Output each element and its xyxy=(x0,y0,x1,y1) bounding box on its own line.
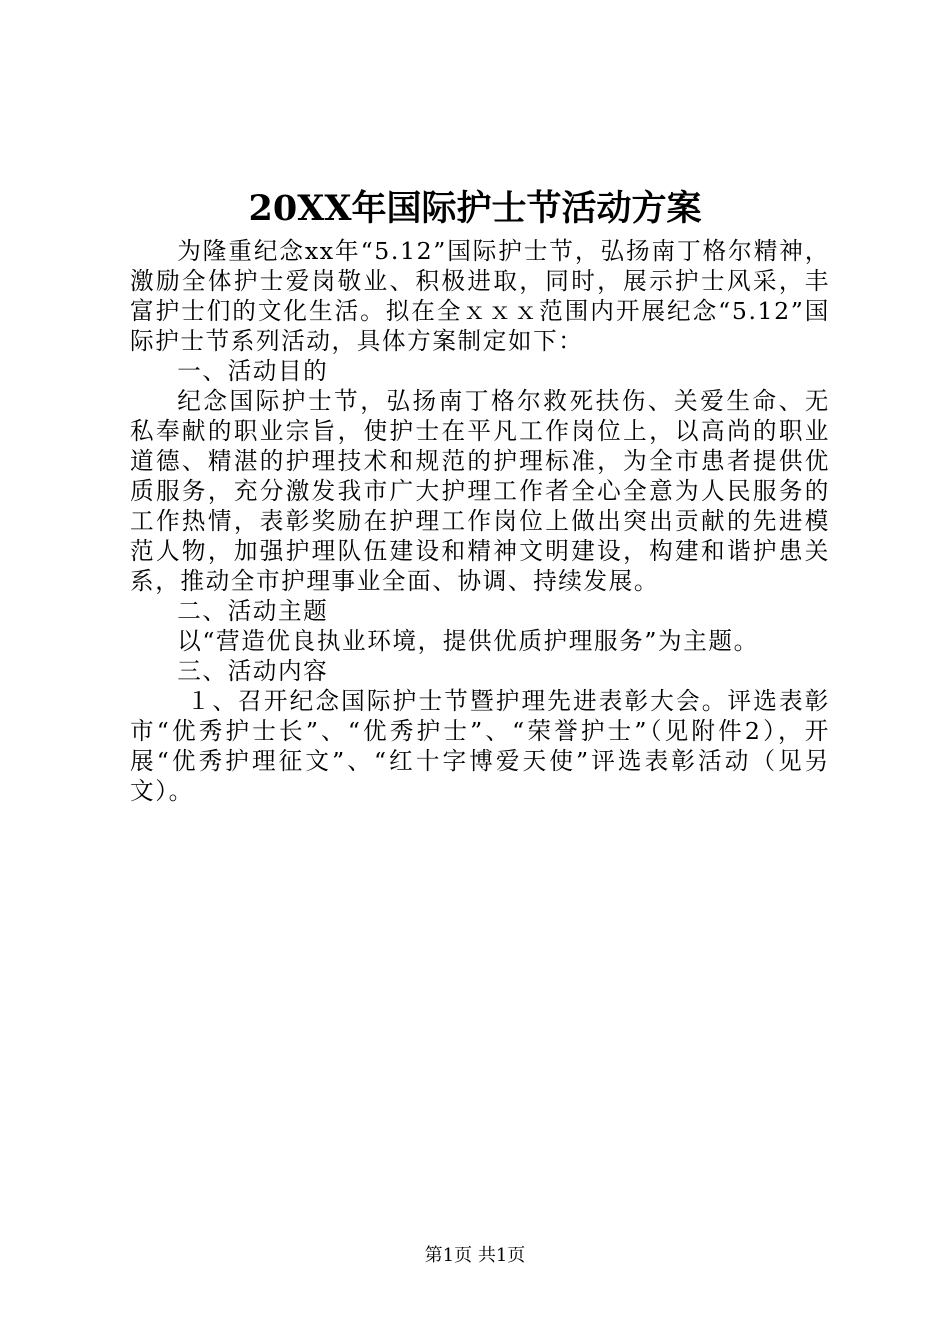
content-paragraph: １、召开纪念国际护士节暨护理先进表彰大会。评选表彰市“优秀护士长”、“优秀护士”、“荣誉护士”（见附件2），开展“优秀护理征文”、“红十字博爱天使”评选表彰活动（见另文）。 xyxy=(130,687,830,805)
purpose-paragraph: 纪念国际护士节，弘扬南丁格尔救死扶伤、关爱生命、无私奉献的职业宗旨，使护士在平凡工作岗位上，以高尚的职业道德、精湛的护理技术和规范的护理标准，为全市患者提供优质服务，充分激发我市广大护理工作者全心全意为人民服务的工作热情，表彰奖励在护理工作岗位上做出突出贡献的先进模范人物，加强护理队伍建设和精神文明建设，构建和谐护患关系，推动全市护理事业全面、协调、持续发展。 xyxy=(130,387,830,595)
document-title: 20XX年国际护士节活动方案 xyxy=(248,188,702,229)
theme-paragraph: 以“营造优良执业环境，提供优质护理服务”为主题。 xyxy=(177,627,759,655)
intro-paragraph: 为隆重纪念xx年“5.12”国际护士节，弘扬南丁格尔精神，激励全体护士爱岗敬业、积极进取，同时，展示护士风采，丰富护士们的文化生活。拟在全ｘｘｘ范围内开展纪念“5.12”国际护士节系列活动，具体方案制定如下： xyxy=(130,237,830,355)
section-heading-theme: 二、活动主题 xyxy=(177,597,329,625)
section-heading-purpose: 一、活动目的 xyxy=(177,357,329,385)
section-heading-content: 三、活动内容 xyxy=(177,657,329,685)
page-footer: 第1页 共1页 xyxy=(424,1245,526,1266)
document-body xyxy=(130,236,830,806)
